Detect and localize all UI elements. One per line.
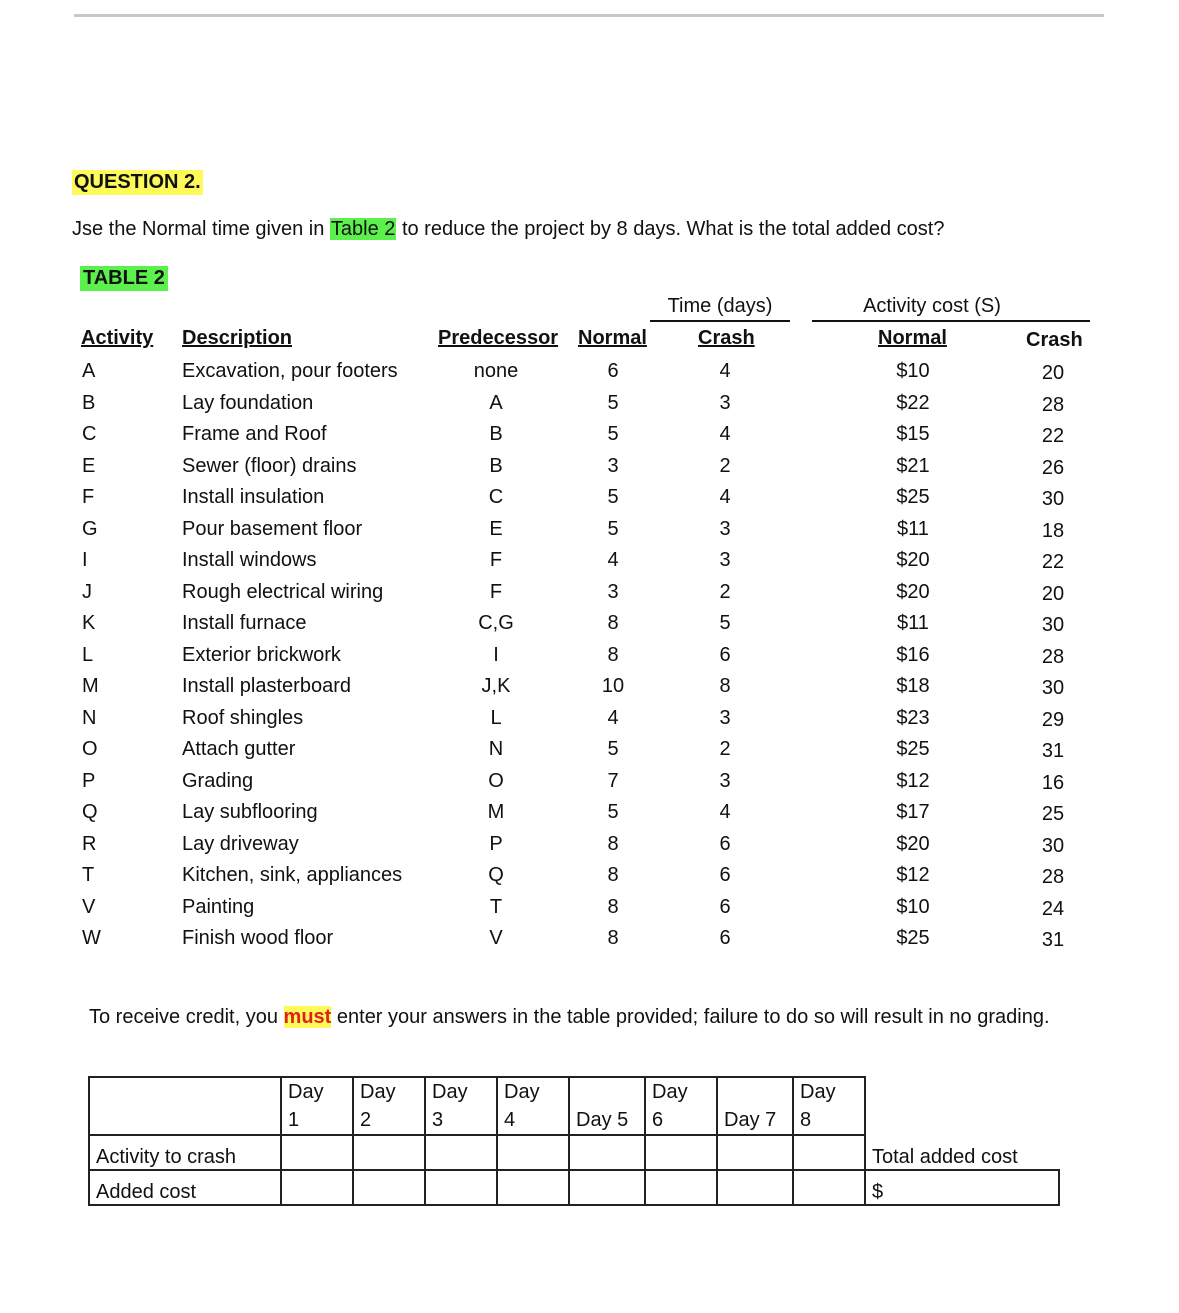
- table-row: [0, 896, 1179, 927]
- crash-time-cell: 2: [719, 454, 731, 477]
- col-header-predecessor: Predecessor: [438, 327, 559, 349]
- description-cell: Finish wood floor: [182, 927, 334, 949]
- crash-time-cell: 8: [719, 675, 731, 697]
- predecessor-cell: C: [488, 486, 504, 508]
- table-row: [0, 423, 1179, 454]
- predecessor-cell: Q: [488, 864, 504, 886]
- table-row: [0, 581, 1179, 612]
- table-row: [0, 644, 1179, 675]
- predecessor-cell: B: [489, 454, 503, 477]
- crash-cost-cell: 29: [1041, 708, 1065, 731]
- predecessor-cell: F: [489, 549, 503, 571]
- crash-time-cell: 3: [719, 706, 731, 729]
- normal-time-cell: 8: [607, 643, 619, 666]
- predecessor-cell: A: [489, 391, 503, 414]
- description-cell: Install insulation: [182, 486, 325, 508]
- normal-time-cell: 4: [607, 549, 619, 571]
- description-cell: Excavation, pour footers: [182, 360, 398, 382]
- cost-cell-day-2[interactable]: [353, 1170, 425, 1205]
- table-row: [0, 455, 1179, 486]
- activity-cell-day-4[interactable]: [497, 1135, 569, 1170]
- cost-cell-day-1[interactable]: [281, 1170, 353, 1205]
- normal-cost-cell: $22: [896, 391, 930, 414]
- activity-cell: O: [82, 738, 98, 760]
- normal-cost-cell: $18: [896, 675, 930, 697]
- activity-cell: F: [82, 486, 95, 508]
- description-cell: Painting: [182, 895, 255, 918]
- day-header-1: Day 1: [281, 1077, 353, 1135]
- activity-cell-day-3[interactable]: [425, 1135, 497, 1170]
- activity-cell: I: [82, 549, 88, 571]
- crash-time-cell: 3: [719, 769, 731, 792]
- total-added-cost-value[interactable]: $: [865, 1170, 1059, 1205]
- crash-cost-cell: 28: [1041, 866, 1065, 888]
- day-header-3: Day 3: [425, 1077, 497, 1135]
- crash-time-cell: 6: [719, 864, 731, 886]
- instruction-note: [89, 1002, 1069, 1033]
- crash-cost-cell: 20: [1041, 362, 1065, 384]
- activity-cell: R: [82, 832, 97, 855]
- crash-time-cell: 4: [719, 801, 731, 823]
- predecessor-cell: C,G: [478, 612, 514, 634]
- crash-time-cell: 6: [719, 643, 731, 666]
- cost-cell-day-8[interactable]: [793, 1170, 865, 1205]
- total-spacer: [865, 1077, 1059, 1135]
- predecessor-cell: F: [489, 580, 503, 603]
- normal-time-cell: 8: [607, 832, 619, 855]
- activity-cell-day-2[interactable]: [353, 1135, 425, 1170]
- predecessor-cell: V: [489, 927, 503, 949]
- col-header-normal-time: Normal: [578, 327, 647, 349]
- predecessor-cell: B: [489, 423, 503, 445]
- predecessor-cell: O: [488, 769, 504, 792]
- crash-cost-cell: 30: [1041, 834, 1065, 857]
- normal-time-cell: 5: [607, 517, 619, 540]
- activity-cell-day-1[interactable]: [281, 1135, 353, 1170]
- predecessor-cell: P: [489, 832, 503, 855]
- table-row: [0, 833, 1179, 864]
- predecessor-cell: N: [488, 738, 504, 760]
- normal-cost-cell: $12: [896, 769, 930, 792]
- table-row: [0, 549, 1179, 580]
- predecessor-cell: J,K: [481, 675, 511, 697]
- normal-time-cell: 5: [607, 391, 619, 414]
- question-text-before: Jse the Normal time given in: [72, 218, 330, 240]
- cost-group-underline: [812, 320, 1090, 322]
- row-label-added-cost: Added cost: [89, 1170, 281, 1205]
- crash-time-cell: 4: [719, 423, 731, 445]
- crash-time-cell: 4: [719, 360, 731, 382]
- activity-cell-day-8[interactable]: [793, 1135, 865, 1170]
- normal-cost-cell: $11: [897, 517, 929, 540]
- crash-cost-cell: 22: [1041, 425, 1065, 447]
- day-header-2: Day 2: [353, 1077, 425, 1135]
- crash-time-cell: 2: [719, 580, 731, 603]
- day-header-4: Day 4: [497, 1077, 569, 1135]
- col-header-description: Description: [182, 327, 293, 349]
- cost-cell-day-6[interactable]: [645, 1170, 717, 1205]
- cost-cell-day-4[interactable]: [497, 1170, 569, 1205]
- crash-cost-cell: 24: [1041, 897, 1065, 920]
- table-row: [0, 360, 1179, 391]
- normal-time-cell: 6: [607, 360, 619, 382]
- activity-cell: E: [82, 454, 96, 477]
- description-cell: Attach gutter: [182, 738, 296, 760]
- crash-cost-cell: 18: [1041, 519, 1065, 542]
- activity-cell-day-6[interactable]: [645, 1135, 717, 1170]
- crash-time-cell: 4: [719, 486, 731, 508]
- activity-cell: V: [82, 895, 96, 918]
- table-row: [0, 801, 1179, 832]
- table-row: [0, 612, 1179, 643]
- activity-cell: C: [82, 423, 97, 445]
- table-row: [0, 770, 1179, 801]
- time-group-underline: [650, 320, 790, 322]
- table-row: [0, 675, 1179, 706]
- normal-cost-cell: $20: [896, 580, 930, 603]
- normal-time-cell: 5: [607, 738, 619, 760]
- normal-cost-cell: $20: [896, 832, 930, 855]
- day-header-7: Day 7: [717, 1077, 793, 1135]
- normal-time-cell: 8: [607, 895, 619, 918]
- activity-cell: G: [82, 517, 98, 540]
- table-row: [0, 864, 1179, 895]
- normal-time-cell: 5: [607, 423, 619, 445]
- description-cell: Lay subflooring: [182, 801, 318, 823]
- description-cell: Pour basement floor: [182, 517, 363, 540]
- normal-cost-cell: $23: [896, 706, 930, 729]
- activity-cell: W: [82, 927, 101, 949]
- table-row: [0, 486, 1179, 517]
- table-label: TABLE 2: [80, 266, 168, 291]
- normal-cost-cell: $12: [896, 864, 930, 886]
- normal-cost-cell: $20: [896, 549, 930, 571]
- normal-time-cell: 3: [607, 580, 619, 603]
- col-header-crash-time: Crash: [698, 327, 755, 349]
- total-added-cost-label: Total added cost: [865, 1135, 1059, 1170]
- crash-cost-cell: 30: [1041, 488, 1065, 510]
- predecessor-cell: T: [489, 895, 503, 918]
- normal-cost-cell: $25: [896, 738, 930, 760]
- crash-time-cell: 3: [719, 517, 731, 540]
- activity-cell: N: [82, 706, 97, 729]
- crash-cost-cell: 30: [1041, 677, 1065, 699]
- description-cell: Rough electrical wiring: [182, 580, 384, 603]
- crash-cost-cell: 20: [1041, 582, 1065, 605]
- table-row: [0, 518, 1179, 549]
- normal-time-cell: 8: [607, 864, 619, 886]
- normal-cost-cell: $11: [897, 612, 929, 634]
- normal-cost-cell: $16: [896, 643, 930, 666]
- crash-time-cell: 3: [719, 549, 731, 571]
- col-header-crash-cost: Crash: [1026, 329, 1083, 351]
- description-cell: Frame and Roof: [182, 423, 327, 445]
- predecessor-cell: E: [489, 517, 503, 540]
- crash-cost-cell: 16: [1041, 771, 1065, 794]
- normal-cost-cell: $25: [896, 486, 930, 508]
- activity-cell: M: [82, 675, 99, 697]
- crash-time-cell: 6: [719, 895, 731, 918]
- row-label-activity-to-crash: Activity to crash: [89, 1135, 281, 1170]
- note-after: enter your answers in the table provided; failure to do so will result in no grading.: [331, 1006, 1050, 1028]
- description-cell: Lay foundation: [182, 391, 314, 414]
- predecessor-cell: M: [487, 801, 505, 823]
- cost-cell-day-5[interactable]: [569, 1170, 645, 1205]
- crash-time-cell: 6: [719, 832, 731, 855]
- col-header-activity: Activity: [81, 327, 154, 349]
- activity-cell: A: [82, 360, 96, 382]
- day-header-6: Day 6: [645, 1077, 717, 1135]
- cost-cell-day-7[interactable]: [717, 1170, 793, 1205]
- table-row: [0, 738, 1179, 769]
- normal-time-cell: 8: [607, 927, 619, 949]
- activity-cell: L: [82, 643, 94, 666]
- top-divider: [74, 14, 1104, 17]
- crash-cost-cell: 26: [1041, 456, 1065, 479]
- day-header-5: Day 5: [569, 1077, 645, 1135]
- note-before: To receive credit, you: [89, 1006, 284, 1028]
- activity-cell: K: [82, 612, 96, 634]
- crash-cost-cell: 25: [1041, 803, 1065, 825]
- activity-cell: T: [82, 864, 95, 886]
- answer-header-blank: [89, 1077, 281, 1135]
- crash-time-cell: 5: [719, 612, 731, 634]
- table-row: [0, 392, 1179, 423]
- normal-time-cell: 7: [607, 769, 619, 792]
- normal-time-cell: 3: [607, 454, 619, 477]
- description-cell: Install furnace: [182, 612, 307, 634]
- cost-cell-day-3[interactable]: [425, 1170, 497, 1205]
- normal-time-cell: 8: [607, 612, 619, 634]
- crash-cost-cell: 22: [1041, 551, 1065, 573]
- question-text-after: to reduce the project by 8 days. What is the total added cost?: [396, 218, 945, 240]
- crash-cost-cell: 31: [1041, 929, 1065, 951]
- description-cell: Exterior brickwork: [182, 643, 341, 666]
- activity-cell: J: [82, 580, 92, 603]
- normal-cost-cell: $10: [896, 360, 930, 382]
- activity-cell-day-5[interactable]: [569, 1135, 645, 1170]
- predecessor-cell: L: [490, 706, 502, 729]
- description-cell: Lay driveway: [182, 832, 299, 855]
- normal-time-cell: 5: [607, 486, 619, 508]
- crash-cost-cell: 28: [1041, 393, 1065, 416]
- question-title: QUESTION 2.: [74, 171, 201, 193]
- crash-cost-cell: 28: [1041, 645, 1065, 668]
- normal-cost-cell: $21: [896, 454, 930, 477]
- normal-time-cell: 5: [607, 801, 619, 823]
- crash-time-cell: 2: [719, 738, 731, 760]
- day-header-8: Day 8: [793, 1077, 865, 1135]
- description-cell: Sewer (floor) drains: [182, 454, 357, 477]
- description-cell: Roof shingles: [182, 706, 304, 729]
- activity-cell: B: [82, 391, 96, 414]
- normal-cost-cell: $25: [896, 927, 930, 949]
- normal-cost-cell: $15: [896, 423, 930, 445]
- cost-group-header: Activity cost (S): [863, 295, 1001, 317]
- crash-time-cell: 3: [719, 391, 731, 414]
- question-text: [72, 218, 945, 241]
- table-reference-highlight: Table 2: [330, 218, 396, 240]
- activity-cell: P: [82, 769, 96, 792]
- time-group-header: Time (days): [667, 295, 773, 317]
- predecessor-cell: none: [473, 360, 519, 382]
- note-emphasis: must: [283, 1006, 332, 1028]
- normal-time-cell: 10: [601, 675, 625, 697]
- col-header-normal-cost: Normal: [878, 327, 947, 349]
- normal-cost-cell: $10: [896, 895, 930, 918]
- activity-cell-day-7[interactable]: [717, 1135, 793, 1170]
- description-cell: Install windows: [182, 549, 317, 571]
- predecessor-cell: I: [493, 643, 499, 666]
- answer-table: [88, 1076, 1060, 1206]
- table-row: [0, 927, 1179, 958]
- activity-cell: Q: [82, 801, 98, 823]
- crash-cost-cell: 31: [1041, 740, 1065, 762]
- description-cell: Install plasterboard: [182, 675, 351, 697]
- description-cell: Kitchen, sink, appliances: [182, 864, 403, 886]
- normal-time-cell: 4: [607, 706, 619, 729]
- table-row: [0, 707, 1179, 738]
- crash-cost-cell: 30: [1041, 614, 1065, 636]
- description-cell: Grading: [182, 769, 254, 792]
- crash-time-cell: 6: [719, 927, 731, 949]
- normal-cost-cell: $17: [896, 801, 930, 823]
